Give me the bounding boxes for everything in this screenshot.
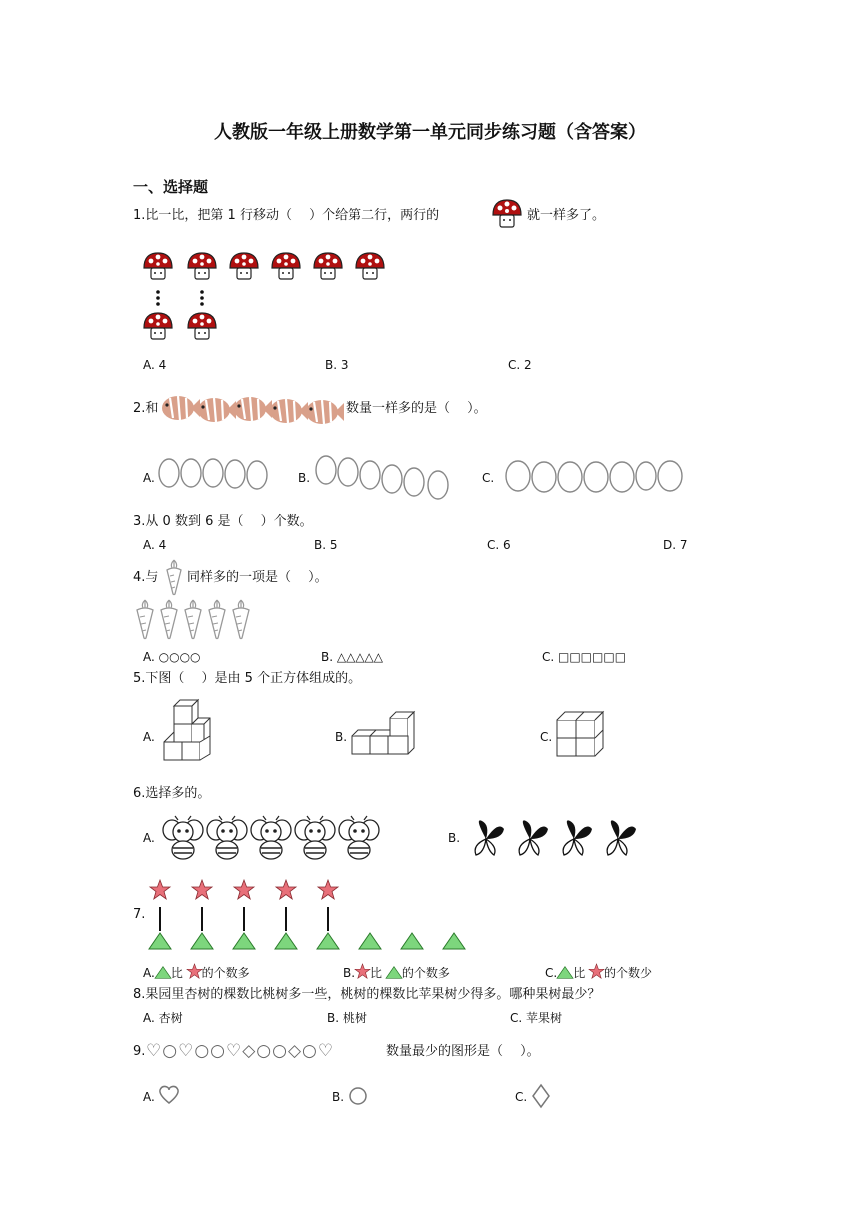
mushroom-icon — [188, 313, 216, 339]
q5-option-b-cubes — [350, 708, 420, 764]
q5-option-a-cubes — [160, 698, 216, 768]
mushroom-icon — [144, 313, 172, 339]
question-9-tail: 数量最少的图形是（ ）。 — [386, 1044, 540, 1059]
question-1-text: 1.比一比，把第 1 行移动（ ）个给第二行，两行的 — [133, 208, 440, 223]
q5-option-c[interactable]: C. — [540, 730, 553, 744]
q3-option-c[interactable]: C. 6 — [487, 538, 511, 552]
q4-option-b[interactable]: B. △△△△△ — [321, 650, 384, 664]
q3-option-a[interactable]: A. 4 — [143, 538, 167, 552]
butterfly-icon — [607, 820, 636, 855]
star-icon — [150, 880, 170, 899]
q1-option-b[interactable]: B. 3 — [325, 358, 349, 372]
star-icon — [318, 880, 338, 899]
q8-option-a[interactable]: A. 杏树 — [143, 1011, 183, 1025]
mushroom-icon — [490, 197, 524, 231]
bee-icon — [207, 816, 247, 859]
q7-option-a-mid: 比 — [170, 966, 183, 980]
butterfly-icon — [475, 820, 504, 855]
triangle-icon — [359, 933, 381, 949]
page-title: 人教版一年级上册数学第一单元同步练习题（含答案） — [214, 122, 646, 143]
q5-option-c-cubes — [555, 708, 605, 760]
q7-option-a-prefix: A. — [143, 966, 155, 980]
q6-option-b[interactable]: B. — [448, 831, 461, 845]
triangle-icon — [155, 966, 171, 979]
mushroom-rows-figure — [140, 250, 390, 350]
butterfly-icon — [519, 820, 548, 855]
bee-icon — [295, 816, 335, 859]
q7-option-c-prefix: C. — [545, 966, 558, 980]
bee-icon — [251, 816, 291, 859]
mushroom-icon — [230, 253, 258, 279]
butterfly-icon — [563, 820, 592, 855]
q7-option-c[interactable] — [545, 964, 652, 981]
question-4-lead: 4.与 — [133, 570, 159, 585]
q7-option-b[interactable] — [343, 964, 450, 981]
q7-option-b-post: 的个数多 — [401, 966, 450, 980]
q7-option-c-mid: 比 — [573, 966, 586, 980]
star-triangle-figure — [140, 875, 480, 955]
q2-option-a-ovals — [158, 457, 270, 493]
carrot-icon — [185, 600, 201, 639]
q2-option-c[interactable]: C. — [482, 471, 495, 485]
triangle-icon — [275, 933, 297, 949]
q4-option-a[interactable]: A. ○○○○ — [143, 650, 201, 664]
q1-option-a[interactable]: A. 4 — [143, 358, 167, 372]
diamond-icon — [531, 1083, 551, 1109]
carrot-row-figure — [133, 597, 257, 641]
mushroom-icon — [314, 253, 342, 279]
mushroom-icon — [356, 253, 384, 279]
q1-option-c[interactable]: C. 2 — [508, 358, 532, 372]
section-heading: 一、选择题 — [133, 178, 209, 196]
star-icon — [187, 964, 202, 979]
carrot-icon — [162, 558, 186, 596]
question-9-number: 9. — [133, 1044, 146, 1059]
triangle-icon — [386, 966, 402, 979]
fish-icon — [198, 398, 236, 422]
question-1-tail: 就一样多了。 — [527, 208, 606, 223]
fish-icon — [306, 400, 344, 424]
question-5-text: 5.下图（ ）是由 5 个正方体组成的。 — [133, 671, 362, 686]
mushroom-icon — [144, 253, 172, 279]
question-3-text: 3.从 0 数到 6 是（ ）个数。 — [133, 514, 313, 529]
carrot-icon — [209, 600, 225, 639]
q9-option-b[interactable]: B. — [332, 1090, 345, 1104]
triangle-icon — [317, 933, 339, 949]
triangle-icon — [233, 933, 255, 949]
q4-option-c[interactable]: C. □□□□□□ — [542, 650, 627, 664]
fish-icon — [270, 399, 308, 423]
bee-row-figure — [160, 815, 385, 861]
q9-option-c[interactable]: C. — [515, 1090, 528, 1104]
q9-shape-row: ♡○♡○○♡◇○○◇○♡ — [146, 1041, 335, 1061]
q2-option-b[interactable]: B. — [298, 471, 311, 485]
q2-option-b-ovals — [315, 455, 453, 501]
carrot-icon — [233, 600, 249, 639]
fish-icon — [234, 397, 272, 421]
star-icon — [234, 880, 254, 899]
fish-row-figure — [160, 386, 345, 428]
q7-option-b-prefix: B. — [343, 966, 356, 980]
q7-option-a-post: 的个数多 — [201, 966, 250, 980]
q2-option-c-ovals — [505, 459, 685, 495]
carrot-icon — [137, 600, 153, 639]
q7-option-a[interactable] — [143, 964, 250, 981]
triangle-icon — [443, 933, 465, 949]
star-icon — [276, 880, 296, 899]
star-icon — [355, 964, 370, 979]
triangle-icon — [557, 966, 573, 979]
triangle-icon — [149, 933, 171, 949]
bee-icon — [163, 816, 203, 859]
question-6-text: 6.选择多的。 — [133, 786, 211, 801]
q2-option-a[interactable]: A. — [143, 471, 155, 485]
q3-option-d[interactable]: D. 7 — [663, 538, 688, 552]
question-2-tail: 数量一样多的是（ ）。 — [346, 401, 487, 416]
bee-icon — [339, 816, 379, 859]
butterfly-row-figure — [468, 815, 648, 861]
fish-icon — [162, 396, 200, 420]
q8-option-b[interactable]: B. 桃树 — [327, 1011, 367, 1025]
question-8-text: 8.果园里杏树的棵数比桃树多一些，桃树的棵数比苹果树少得多。哪种果树最少？ — [133, 987, 601, 1002]
triangle-icon — [191, 933, 213, 949]
question-7-number: 7. — [133, 907, 146, 922]
q7-option-b-mid: 比 — [370, 966, 383, 980]
carrot-icon — [161, 600, 177, 639]
q6-option-a[interactable]: A. — [143, 831, 155, 845]
question-4-tail: 同样多的一项是（ ）。 — [187, 570, 328, 585]
star-icon — [192, 880, 212, 899]
question-2-lead: 2.和 — [133, 401, 159, 416]
q5-option-a[interactable]: A. — [143, 730, 155, 744]
q7-option-c-post: 的个数少 — [604, 966, 653, 980]
q3-option-b[interactable]: B. 5 — [314, 538, 338, 552]
q9-option-a[interactable]: A. — [143, 1090, 155, 1104]
q5-option-b[interactable]: B. — [335, 730, 348, 744]
q8-option-c[interactable]: C. 苹果树 — [510, 1011, 563, 1025]
mushroom-icon — [188, 253, 216, 279]
triangle-icon — [401, 933, 423, 949]
circle-icon — [348, 1086, 368, 1106]
mushroom-icon — [272, 253, 300, 279]
heart-icon — [158, 1084, 180, 1106]
star-icon — [589, 964, 604, 979]
